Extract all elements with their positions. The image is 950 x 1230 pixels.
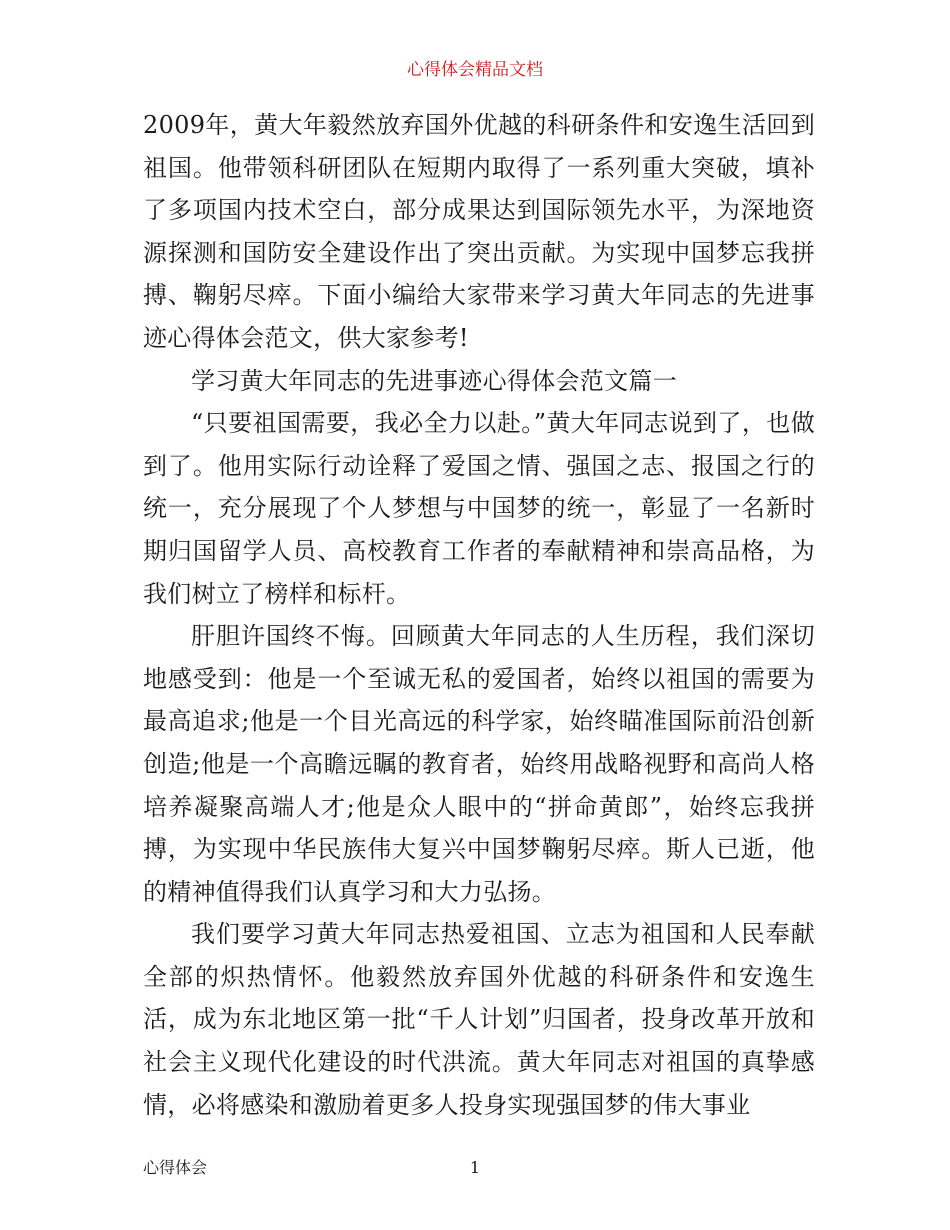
body-paragraph-intro: 2009年，黄大年毅然放弃国外优越的科研条件和安逸生活回到祖国。他带领科研团队在短期内取得了一系列重大突破，填补了多项国内技术空白，部分成果达到国际领先水平，为深地资源探测和国防安全建设作出了突出贡献。为实现中国梦忘我拼搏、鞠躬尽瘁。下面小编给大家带来学习黄大年同志的先进事迹心得体会范文，供大家参考! xyxy=(143,111,815,352)
document-body xyxy=(143,104,815,1126)
document-header-title: 心得体会精品文档 xyxy=(407,60,543,80)
body-paragraph-quote: “只要祖国需要，我必全力以赴。”黄大年同志说到了，也做到了。他用实际行动诠释了爱国之情、强国之志、报国之行的统一，充分展现了个人梦想与中国梦的统一，彰显了一名新时期归国留学人员、高校教育工作者的奉献精神和崇高品格，为我们树立了榜样和标杆。 xyxy=(143,409,815,608)
body-paragraph-review: 肝胆许国终不悔。回顾黄大年同志的人生历程，我们深切地感受到：他是一个至诚无私的爱国者，始终以祖国的需要为最高追求;他是一个目光高远的科学家，始终瞄准国际前沿创新创造;他是一个高瞻远瞩的教育者，始终用战略视野和高尚人格培养凝聚高端人才;他是众人眼中的“拼命黄郎”，始终忘我拼搏，为实现中华民族伟大复兴中国梦鞠躬尽瘁。斯人已逝，他的精神值得我们认真学习和大力弘扬。 xyxy=(143,622,815,906)
page-number: 1 xyxy=(469,1158,481,1177)
footer-label: 心得体会 xyxy=(143,1158,208,1177)
section-heading: 学习黄大年同志的先进事迹心得体会范文篇一 xyxy=(191,366,677,395)
body-paragraph-learning: 我们要学习黄大年同志热爱祖国、立志为祖国和人民奉献全部的炽热情怀。他毅然放弃国外优越的科研条件和安逸生活，成为东北地区第一批“千人计划”归国者，投身改革开放和社会主义现代化建设的时代洪流。黄大年同志对祖国的真挚感情，必将感染和激励着更多人投身实现强国梦的伟大事业 xyxy=(143,920,815,1119)
